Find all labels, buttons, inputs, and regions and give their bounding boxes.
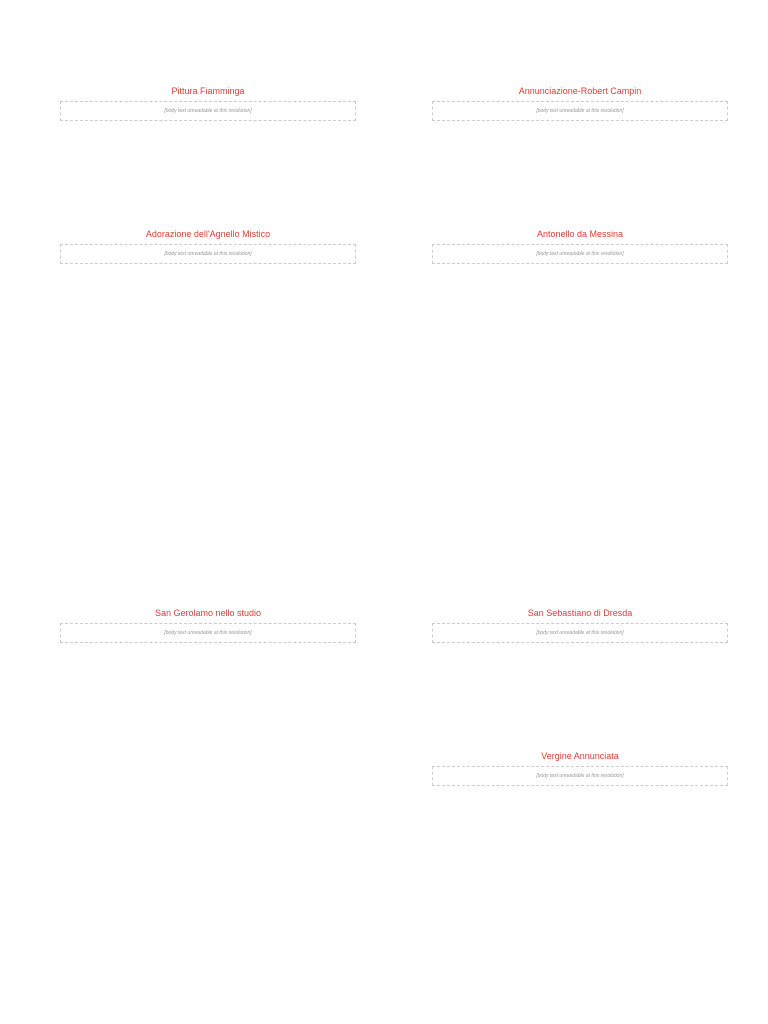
section-title: Pittura Fiamminga — [171, 86, 245, 96]
section-body-illegible: [body text unreadable at this resolution] — [60, 244, 356, 264]
section-title: San Sebastiano di Dresda — [527, 608, 633, 618]
section-san-sebastiano — [432, 608, 728, 743]
section-body-illegible: [body text unreadable at this resolution] — [432, 244, 728, 264]
section-body-illegible: [body text unreadable at this resolution] — [60, 623, 356, 643]
section-title: San Gerolamo nello studio — [154, 608, 262, 618]
section-san-gerolamo — [60, 608, 356, 643]
section-pittura-fiamminga — [60, 86, 356, 221]
section-title: Adorazione dell'Agnello Mistico — [145, 229, 271, 239]
section-annunciazione-campin — [432, 86, 728, 221]
page-3 — [0, 512, 384, 1024]
section-body-illegible: [body text unreadable at this resolution] — [432, 101, 728, 121]
section-title: Vergine Annunciata — [541, 751, 619, 761]
page-4 — [384, 512, 768, 1024]
section-body-illegible: [body text unreadable at this resolution] — [432, 766, 728, 786]
section-antonello — [432, 229, 728, 264]
page-2 — [384, 0, 768, 512]
section-body-illegible: [body text unreadable at this resolution] — [60, 101, 356, 121]
section-body-illegible: [body text unreadable at this resolution] — [432, 623, 728, 643]
section-vergine-annunciata — [432, 751, 728, 786]
section-title: Annunciazione-Robert Campin — [518, 86, 642, 96]
page-1 — [0, 0, 384, 512]
section-adorazione — [60, 229, 356, 264]
section-title: Antonello da Messina — [536, 229, 624, 239]
